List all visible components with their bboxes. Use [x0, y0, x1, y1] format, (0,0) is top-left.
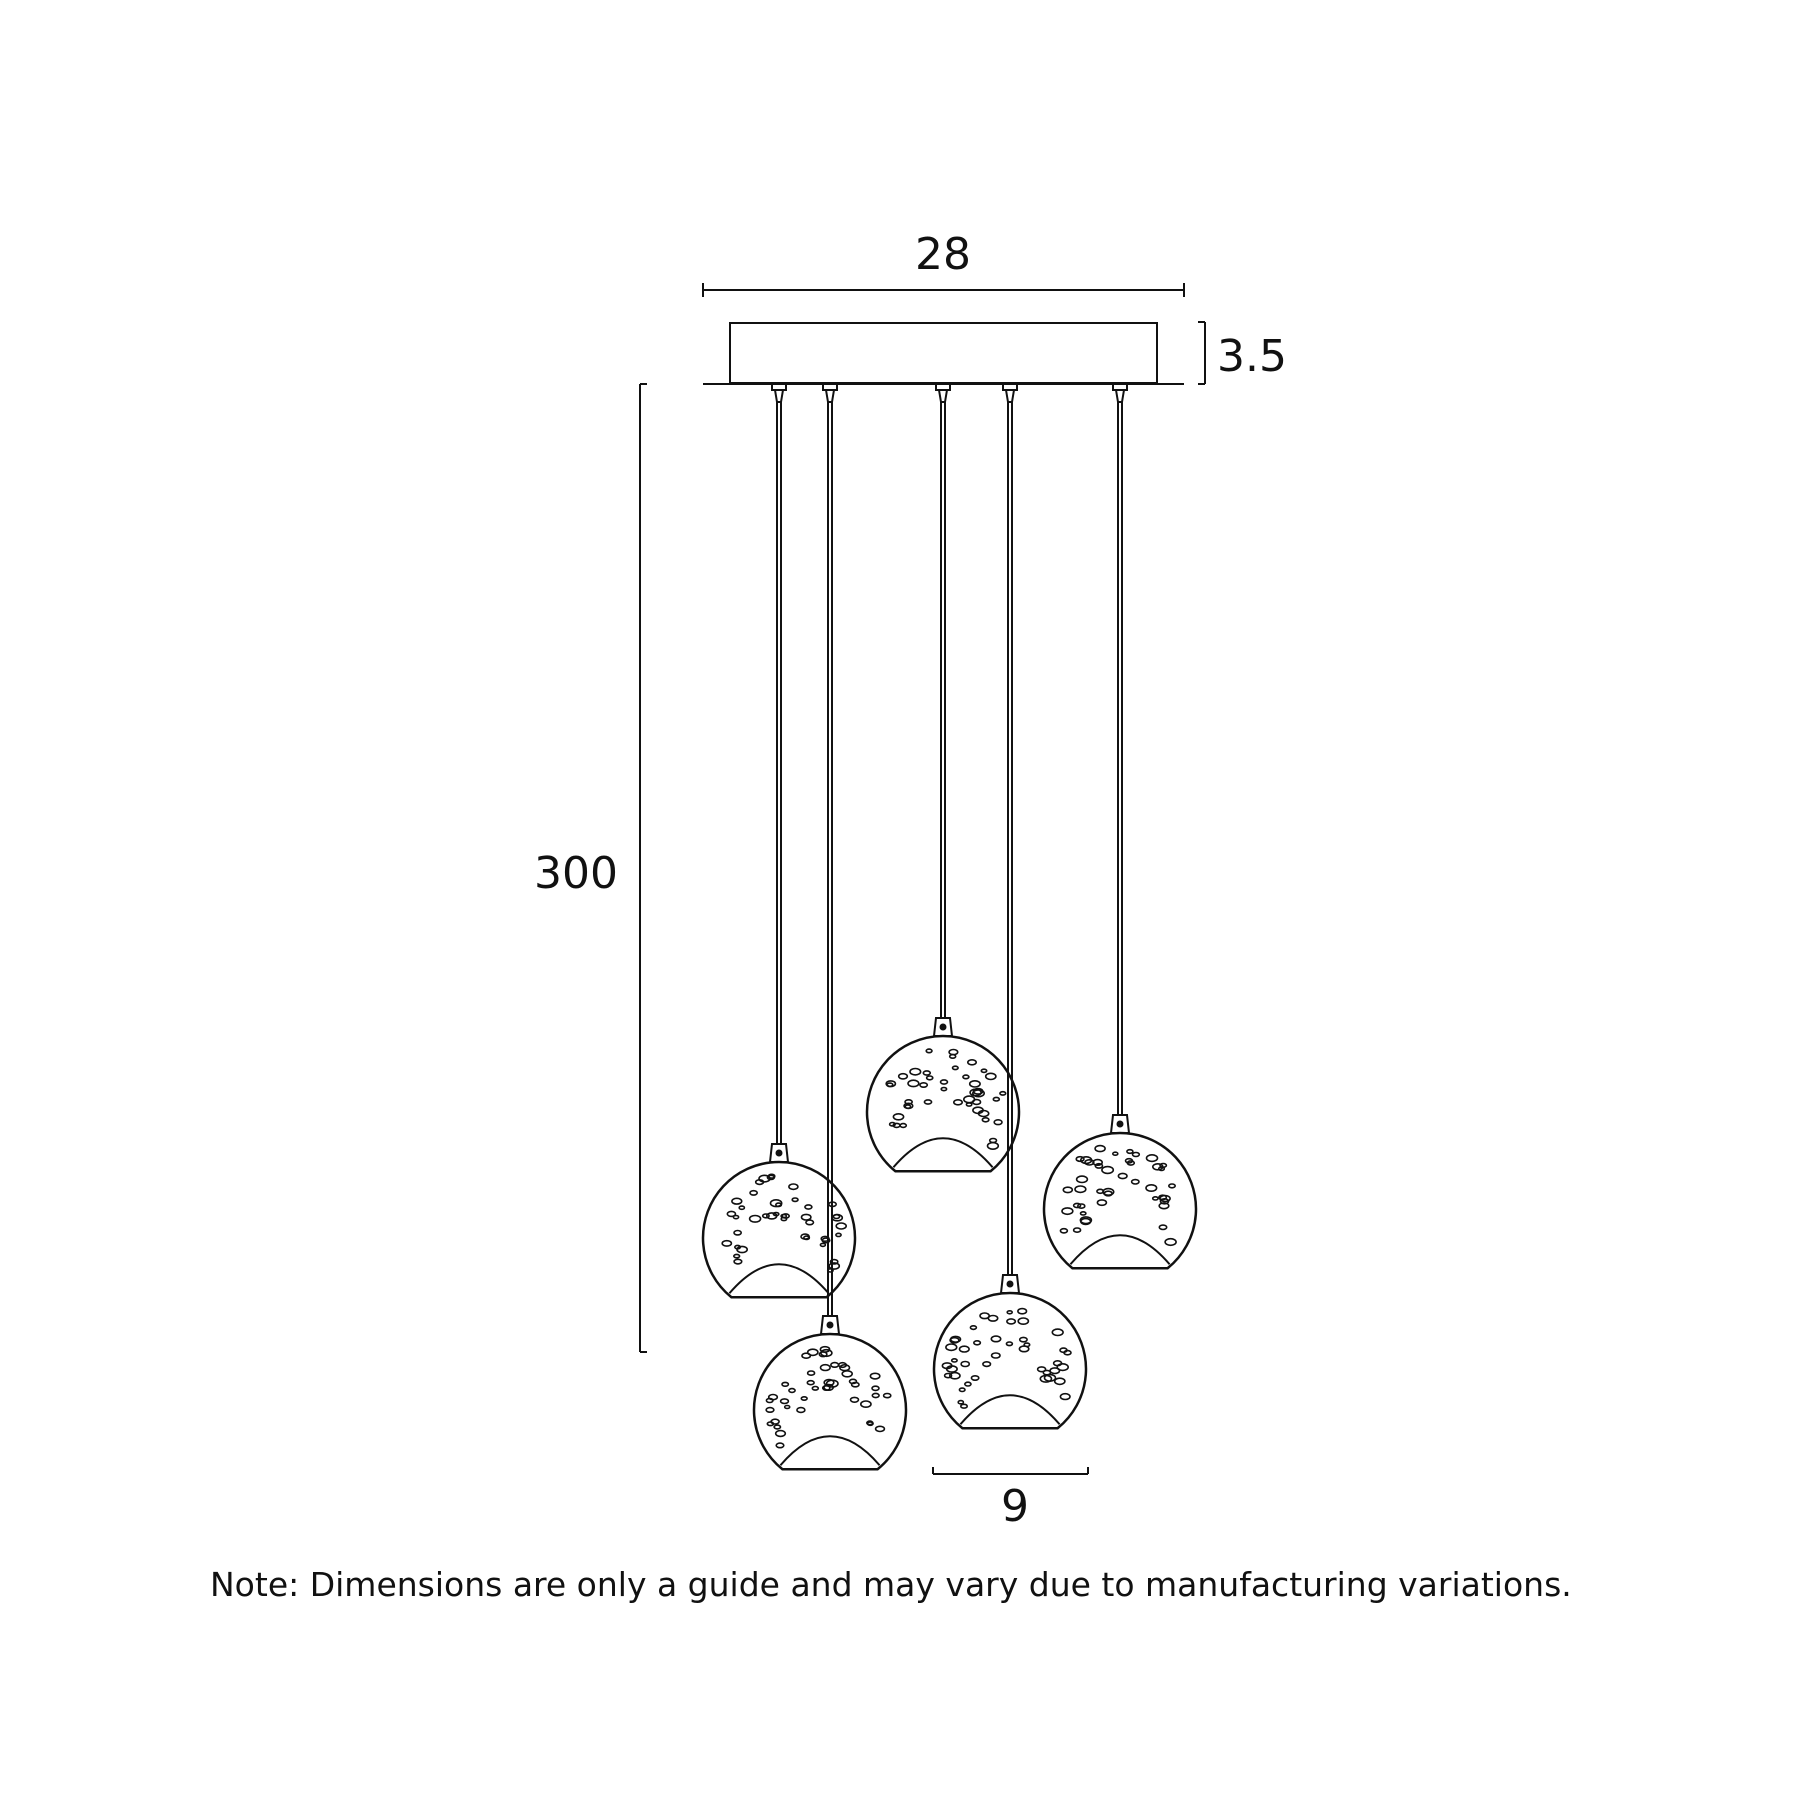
shade-globe: [754, 1334, 906, 1469]
cable-mount: [1003, 384, 1017, 390]
cap-screw: [1007, 1281, 1014, 1288]
cable-mount: [936, 384, 950, 390]
pendant-5: [1044, 384, 1196, 1268]
shade-diameter-label: 9: [1001, 1481, 1029, 1532]
canopy: [730, 323, 1157, 383]
cap-screw: [776, 1150, 783, 1157]
drop-length-label: 300: [534, 848, 618, 899]
pendant-4: [934, 384, 1086, 1428]
canopy-height-label: 3.5: [1217, 331, 1287, 382]
pendant-3: [867, 384, 1019, 1171]
cap-screw: [1117, 1121, 1124, 1128]
cable-mount: [823, 384, 837, 390]
cable-grip: [1006, 390, 1014, 402]
drop-length-dimension: [640, 384, 647, 1352]
cap-screw: [827, 1322, 834, 1329]
cable-grip: [826, 390, 834, 402]
cap-screw: [940, 1024, 947, 1031]
cable-grip: [1116, 390, 1124, 402]
canopy-width-dimension: [703, 283, 1184, 297]
shade-globe: [867, 1036, 1019, 1171]
pendants-group: [703, 384, 1196, 1469]
cable-mount: [772, 384, 786, 390]
dimension-note: Note: Dimensions are only a guide and may vary due to manufacturing variations.: [210, 1565, 1572, 1604]
shade-globe: [1044, 1133, 1196, 1268]
canopy-height-dimension: [1198, 322, 1205, 384]
cable-mount: [1113, 384, 1127, 390]
canopy-width-label: 28: [915, 229, 971, 280]
shade-diameter-dimension: [933, 1467, 1088, 1474]
cable-grip: [939, 390, 947, 402]
cable-grip: [775, 390, 783, 402]
